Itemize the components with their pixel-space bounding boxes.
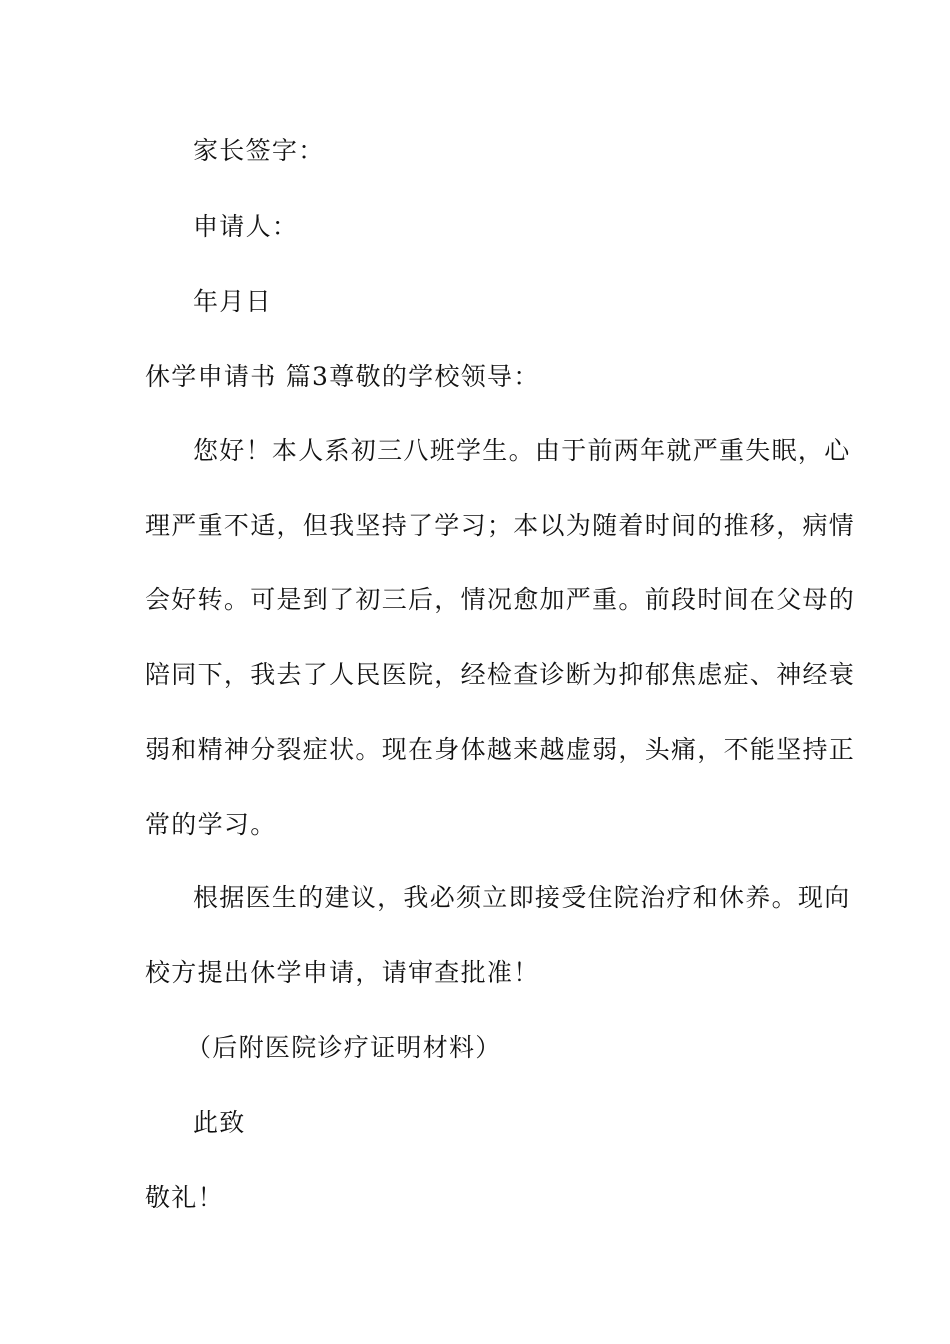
body-line-7: 根据医生的建议，我必须立即接受住院治疗和休养。现向 <box>193 883 851 912</box>
closing-jingli: 敬礼！ <box>145 1183 224 1212</box>
attachment-note: （后附医院诊疗证明材料） <box>186 1033 502 1062</box>
section-heading: 休学申请书 篇3尊敬的学校领导： <box>145 362 540 391</box>
body-line-8: 校方提出休学申请，请审查批准！ <box>145 958 540 987</box>
body-line-3: 会好转。可是到了初三后，情况愈加严重。前段时间在父母的 <box>145 585 856 614</box>
parent-signature-label: 家长签字： <box>193 136 325 165</box>
body-line-1: 您好！本人系初三八班学生。由于前两年就严重失眠，心 <box>193 436 851 465</box>
body-line-6: 常的学习。 <box>145 810 277 839</box>
body-line-5: 弱和精神分裂症状。现在身体越来越虚弱，头痛，不能坚持正 <box>145 735 856 764</box>
applicant-label: 申请人： <box>193 212 299 241</box>
closing-cizhi: 此致 <box>193 1108 246 1137</box>
body-line-2: 理严重不适，但我坚持了学习；本以为随着时间的推移，病情 <box>145 511 856 540</box>
body-line-4: 陪同下，我去了人民医院，经检查诊断为抑郁焦虑症、神经衰 <box>145 660 856 689</box>
date-label: 年月日 <box>193 287 272 316</box>
